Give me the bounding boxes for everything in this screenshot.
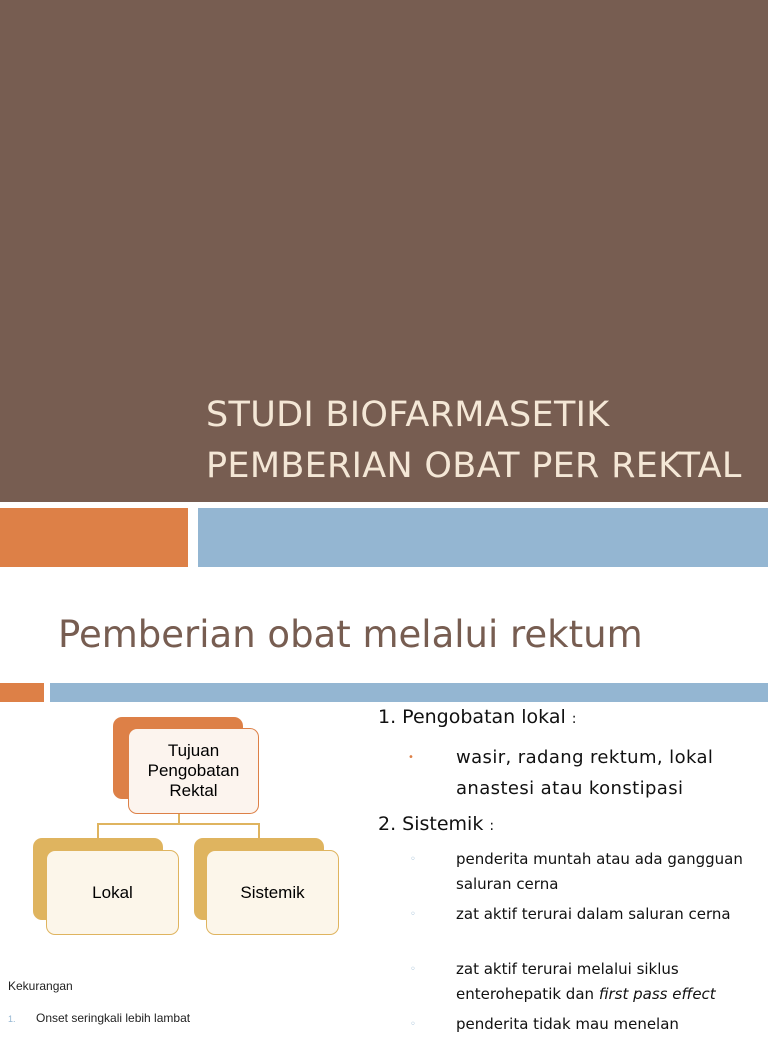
leaf-box-lokal bbox=[46, 850, 179, 935]
leaf-box-sistemik bbox=[206, 850, 339, 935]
slide-2 bbox=[0, 578, 768, 1033]
sub-item bbox=[408, 957, 768, 1007]
slide-2-title: Pemberian obat melalui rektum bbox=[58, 613, 643, 656]
slide-title-line-1: STUDI BIOFARMASETIK bbox=[206, 395, 610, 435]
root-label-line-1: Tujuan bbox=[167, 741, 220, 760]
point-1-colon: : bbox=[571, 711, 577, 727]
accent-bar-orange bbox=[0, 508, 188, 567]
point-1-bullet-text: wasir, radang rektum, lokal anastesi atau konstipasi bbox=[456, 747, 714, 799]
ring-bullet-icon: ◦ bbox=[410, 854, 416, 865]
point-2-colon: : bbox=[489, 818, 495, 834]
point-2-label: 2. Sistemik bbox=[378, 813, 484, 835]
root-box bbox=[128, 728, 259, 814]
kekurangan-item-text: Onset seringkali lebih lambat bbox=[36, 1011, 191, 1025]
leaf-label-sistemik: Sistemik bbox=[240, 882, 305, 902]
sub-item-emphasis: first pass effect bbox=[598, 985, 716, 1003]
kekurangan-item bbox=[8, 1011, 190, 1025]
point-1-bullet bbox=[408, 742, 738, 804]
slide-title bbox=[206, 390, 766, 492]
sub-item bbox=[408, 847, 768, 897]
connector-vertical-left bbox=[97, 823, 99, 839]
leaf-label-lokal: Lokal bbox=[92, 882, 133, 902]
ring-bullet-icon: ◦ bbox=[410, 1019, 416, 1030]
sub-item-text: penderita muntah atau ada gangguan saluran cerna bbox=[456, 850, 743, 893]
connector-vertical-right bbox=[258, 823, 260, 839]
ring-bullet-icon: ◦ bbox=[410, 964, 416, 975]
root-label-line-3: Rektal bbox=[169, 781, 218, 800]
connector-horizontal bbox=[97, 823, 260, 825]
sub-item-text: zat aktif terurai melalui siklus enterohepatik dan bbox=[456, 960, 679, 1003]
point-1-label: 1. Pengobatan lokal bbox=[378, 706, 566, 728]
sub-item-text: penderita tidak mau menelan bbox=[456, 1015, 679, 1033]
accent-bar-blue bbox=[198, 508, 768, 567]
sub-item-text: zat aktif terurai dalam saluran cerna bbox=[456, 905, 731, 923]
kekurangan-item-number: 1. bbox=[8, 1014, 16, 1024]
sub-item bbox=[408, 902, 768, 927]
root-label-line-2: Pengobatan bbox=[147, 761, 240, 780]
point-1-heading bbox=[378, 706, 577, 728]
slide-title-line-2: PEMBERIAN OBAT PER REKTAL bbox=[206, 446, 742, 486]
point-2-heading bbox=[378, 813, 494, 835]
bullet-dot-icon: • bbox=[408, 752, 415, 763]
sub-item bbox=[408, 1012, 768, 1037]
kekurangan-heading: Kekurangan bbox=[8, 979, 73, 993]
sub-item-text-container bbox=[456, 957, 768, 1007]
ring-bullet-icon: ◦ bbox=[410, 909, 416, 920]
hierarchy-diagram bbox=[0, 578, 360, 1024]
